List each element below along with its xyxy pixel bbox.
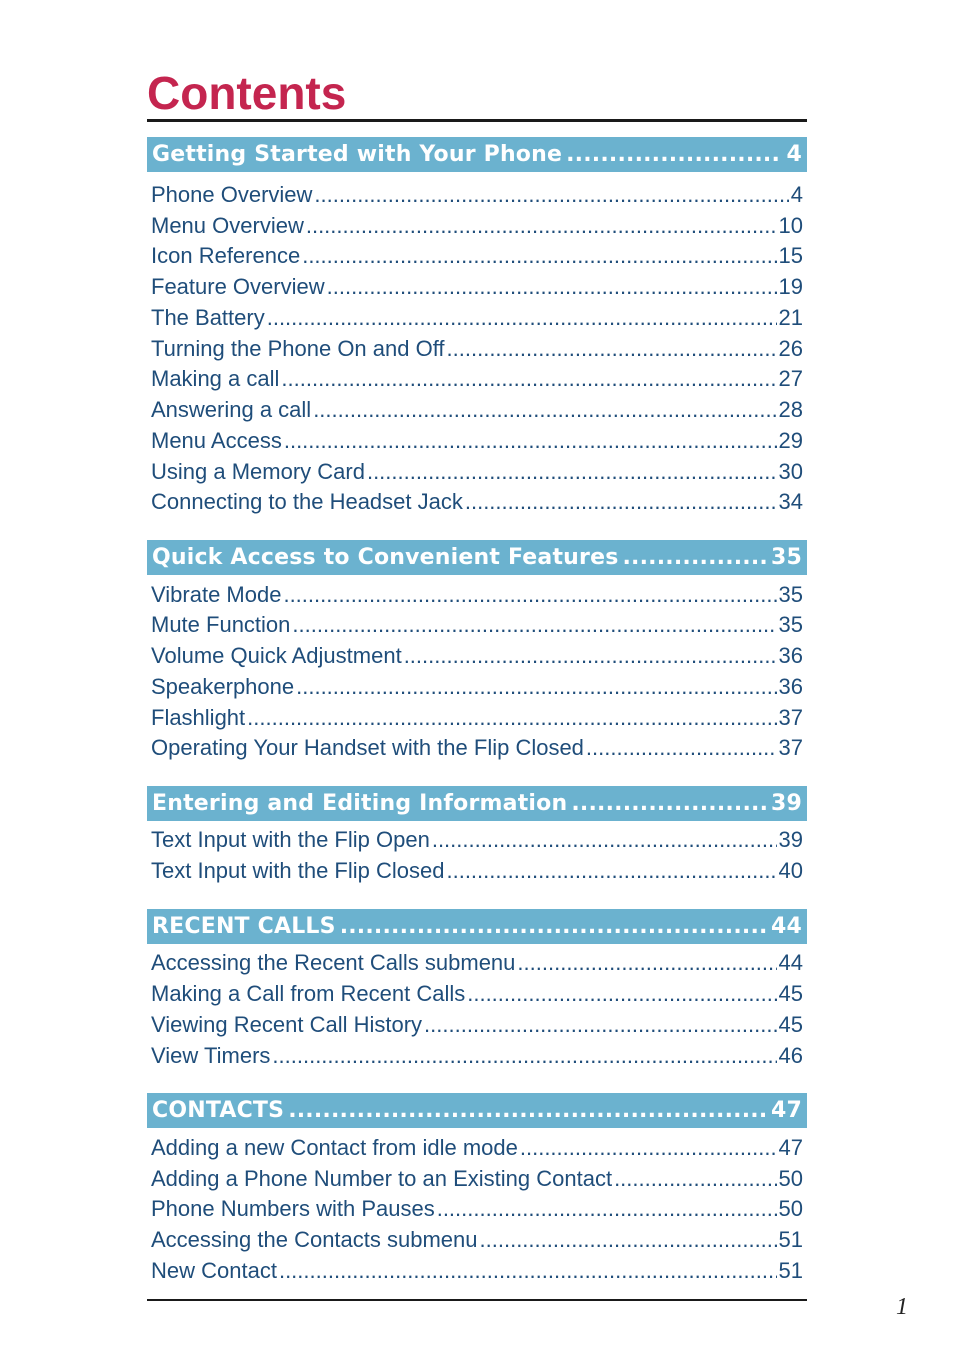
toc-entry[interactable] <box>151 1043 803 1074</box>
toc-entry[interactable] <box>151 827 803 858</box>
entry-page: 50 <box>778 1196 803 1221</box>
entry-label: Making a Call from Recent Calls <box>151 981 466 1006</box>
dot-leader <box>623 545 767 570</box>
dot-leader <box>467 981 776 1007</box>
entry-page: 46 <box>778 1043 803 1068</box>
dot-leader <box>247 705 776 731</box>
section-label: Getting Started with Your Phone <box>152 142 563 167</box>
toc-entry[interactable] <box>151 305 803 336</box>
entry-page: 28 <box>778 397 803 422</box>
entry-label: Phone Numbers with Pauses <box>151 1196 435 1221</box>
toc-entry[interactable] <box>151 459 803 490</box>
entry-page: 37 <box>778 735 803 760</box>
dot-leader <box>367 459 777 485</box>
toc-entry[interactable] <box>151 182 803 213</box>
entry-page: 40 <box>778 858 803 883</box>
entry-label: Volume Quick Adjustment <box>151 643 402 668</box>
dot-leader <box>272 1043 776 1069</box>
section-label: CONTACTS <box>152 1098 285 1123</box>
section-header-getting-started[interactable] <box>147 137 807 174</box>
toc-entry[interactable] <box>151 489 803 520</box>
dot-leader <box>288 1098 767 1123</box>
entry-label: Text Input with the Flip Open <box>151 827 430 852</box>
entry-label: Vibrate Mode <box>151 582 282 607</box>
entry-page: 30 <box>778 459 803 484</box>
entry-page: 26 <box>778 336 803 361</box>
entry-page: 39 <box>778 827 803 852</box>
dot-leader <box>327 274 777 300</box>
dot-leader <box>566 142 782 167</box>
dot-leader <box>302 243 776 269</box>
entry-label: Feature Overview <box>151 274 325 299</box>
toc-entry[interactable] <box>151 213 803 244</box>
entry-page: 35 <box>778 582 803 607</box>
section-page: 35 <box>770 545 802 570</box>
dot-leader <box>404 643 777 669</box>
entry-label: Connecting to the Headset Jack <box>151 489 463 514</box>
entry-page: 36 <box>778 674 803 699</box>
entry-label: Using a Memory Card <box>151 459 365 484</box>
dot-leader <box>281 366 776 392</box>
toc-entry[interactable] <box>151 1135 803 1166</box>
toc-entry[interactable] <box>151 582 803 613</box>
entry-label: Speakerphone <box>151 674 295 699</box>
entry-page: 45 <box>778 981 803 1006</box>
section-label: Quick Access to Convenient Features <box>152 545 619 570</box>
dot-leader <box>432 827 777 853</box>
entry-label: Accessing the Contacts submenu <box>151 1227 478 1252</box>
dot-leader <box>517 950 776 976</box>
entry-page: 15 <box>778 243 803 268</box>
toc-entry[interactable] <box>151 1012 803 1043</box>
toc-entry[interactable] <box>151 612 803 643</box>
dot-leader <box>614 1166 776 1192</box>
dot-leader <box>306 213 777 239</box>
dot-leader <box>446 858 776 884</box>
entry-label: Menu Access <box>151 428 282 453</box>
entry-label: Accessing the Recent Calls submenu <box>151 950 516 975</box>
entry-label: Adding a Phone Number to an Existing Contact <box>151 1166 613 1191</box>
dot-leader <box>437 1196 777 1222</box>
entry-page: 51 <box>778 1258 803 1283</box>
dot-leader <box>571 791 767 816</box>
entry-label: Adding a new Contact from idle mode <box>151 1135 518 1160</box>
toc-entry[interactable] <box>151 1166 803 1197</box>
toc-entry[interactable] <box>151 274 803 305</box>
toc-entry[interactable] <box>151 1227 803 1258</box>
entry-page: 10 <box>778 213 803 238</box>
entry-label: Turning the Phone On and Off <box>151 336 445 361</box>
entry-label: Making a call <box>151 366 280 391</box>
entry-page: 29 <box>778 428 803 453</box>
section-header-contacts[interactable] <box>147 1093 807 1130</box>
entry-page: 21 <box>778 305 803 330</box>
dot-leader <box>283 582 776 608</box>
toc-entry[interactable] <box>151 735 803 766</box>
entry-page: 36 <box>778 643 803 668</box>
section-page: 44 <box>770 914 802 939</box>
toc-entry[interactable] <box>151 981 803 1012</box>
section-header-recent-calls[interactable] <box>147 909 807 946</box>
dot-leader <box>284 428 777 454</box>
section-header-entering-editing[interactable] <box>147 786 807 823</box>
section-page: 39 <box>770 791 802 816</box>
dot-leader <box>465 489 777 515</box>
entry-page: 19 <box>778 274 803 299</box>
dot-leader <box>424 1012 776 1038</box>
toc-entry[interactable] <box>151 1196 803 1227</box>
dot-leader <box>313 397 776 423</box>
dot-leader <box>292 612 776 638</box>
toc-entry[interactable] <box>151 336 803 367</box>
entry-label: Menu Overview <box>151 213 304 238</box>
entry-page: 47 <box>778 1135 803 1160</box>
entry-page: 45 <box>778 1012 803 1037</box>
toc-entry[interactable] <box>151 705 803 736</box>
section-label: Entering and Editing Information <box>152 791 568 816</box>
toc-entry[interactable] <box>151 674 803 705</box>
entry-label: Viewing Recent Call History <box>151 1012 423 1037</box>
toc-entry[interactable] <box>151 428 803 459</box>
dot-leader <box>480 1227 777 1253</box>
entry-page: 35 <box>778 612 803 637</box>
entry-label: Answering a call <box>151 397 312 422</box>
toc-entry[interactable] <box>151 243 803 274</box>
entry-page: 27 <box>778 366 803 391</box>
dot-leader <box>447 336 777 362</box>
dot-leader <box>314 182 788 208</box>
entry-label: Icon Reference <box>151 243 301 268</box>
entry-label: Phone Overview <box>151 182 313 207</box>
entry-label: View Timers <box>151 1043 271 1068</box>
dot-leader <box>296 674 776 700</box>
page-number: 1 <box>896 1294 908 1320</box>
dot-leader <box>267 305 777 331</box>
toc-entry[interactable] <box>151 1258 803 1289</box>
dot-leader <box>586 735 777 761</box>
toc-entry[interactable] <box>151 643 803 674</box>
entry-label: New Contact <box>151 1258 277 1283</box>
dot-leader <box>279 1258 777 1284</box>
toc-entry[interactable] <box>151 366 803 397</box>
entry-page: 37 <box>778 705 803 730</box>
section-label: RECENT CALLS <box>152 914 336 939</box>
entry-label: Mute Function <box>151 612 291 637</box>
bottom-rule <box>147 1299 807 1301</box>
section-header-quick-access[interactable] <box>147 540 807 577</box>
section-page: 47 <box>770 1098 802 1123</box>
entry-label: Text Input with the Flip Closed <box>151 858 445 883</box>
dot-leader <box>340 914 767 939</box>
entry-page: 44 <box>778 950 803 975</box>
section-page: 4 <box>786 142 802 167</box>
entry-page: 51 <box>778 1227 803 1252</box>
title-rule <box>147 119 807 122</box>
toc-entry[interactable] <box>151 397 803 428</box>
entry-page: 34 <box>778 489 803 514</box>
toc-entry[interactable] <box>151 858 803 889</box>
toc-entry[interactable] <box>151 950 803 981</box>
entry-page: 50 <box>778 1166 803 1191</box>
entry-label: The Battery <box>151 305 265 330</box>
dot-leader <box>520 1135 777 1161</box>
entry-label: Operating Your Handset with the Flip Closed <box>151 735 584 760</box>
entry-label: Flashlight <box>151 705 246 730</box>
entry-page: 4 <box>790 182 803 207</box>
page-title: Contents <box>147 67 347 119</box>
